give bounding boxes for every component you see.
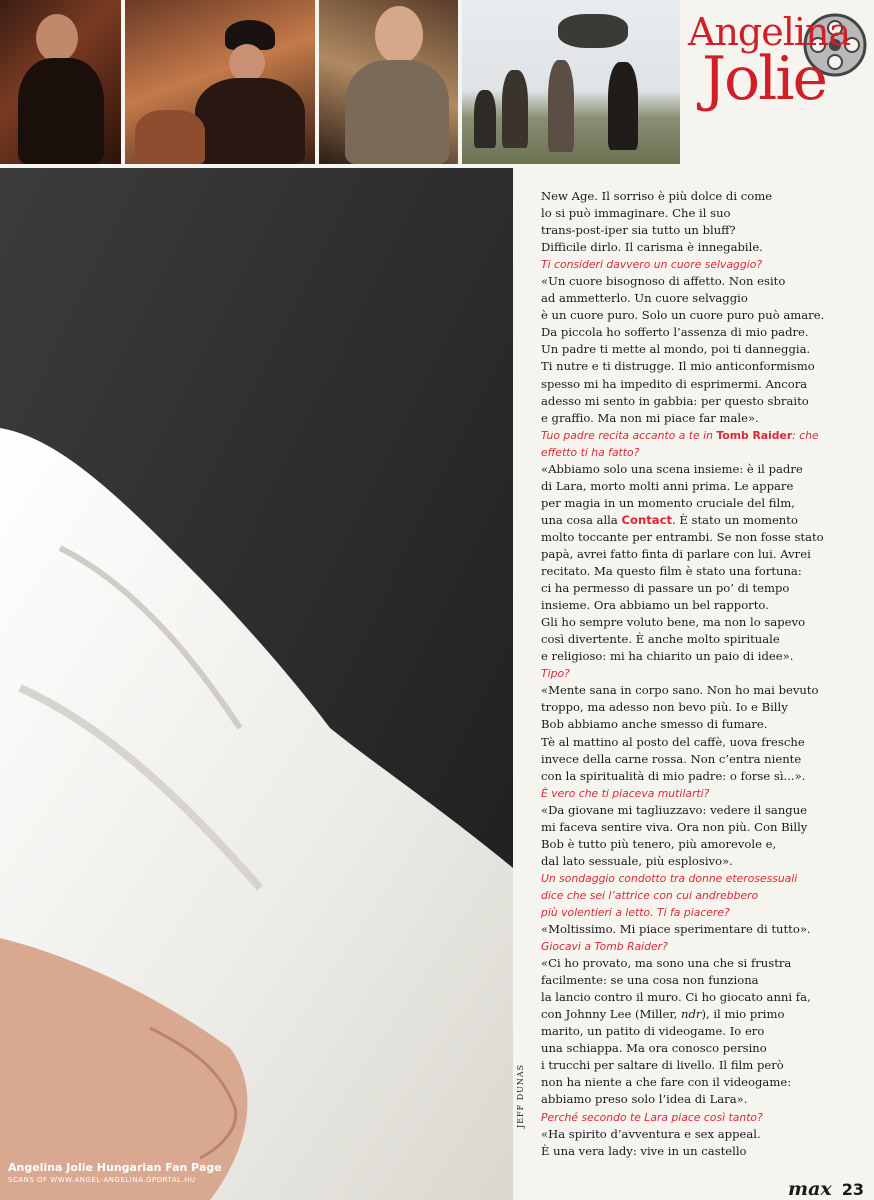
text-line: «Un cuore bisognoso di affetto. Non esito: [541, 274, 786, 289]
interview-question: dice che sei l’attrice con cui andrebbero: [541, 888, 759, 902]
interview-question: Ti consideri davvero un cuore selvaggio?: [541, 258, 763, 272]
text-line: abbiamo preso solo l’idea di Lara».: [541, 1092, 748, 1107]
text-line: insieme. Ora abbiamo un bel rapporto.: [541, 598, 769, 613]
title-last-name: Jolie: [702, 44, 827, 114]
main-photo: [0, 168, 513, 1200]
movie-still-3: [319, 0, 458, 164]
interview-question: effetto ti ha fatto?: [541, 445, 640, 459]
text-line: molto toccante per entrambi. Se non fosse stato: [541, 529, 824, 544]
interview-question: più volentieri a letto. Ti fa piacere?: [541, 905, 730, 919]
text-line: ci ha permesso di passare un po’ di tempo: [541, 581, 790, 596]
movie-still-4: [462, 0, 680, 164]
text-line: troppo, ma adesso non bevo più. Io e Billy: [541, 700, 788, 715]
text-line: «Mente sana in corpo sano. Non ho mai bevuto: [541, 683, 819, 698]
text-line: invece della carne rossa. Non c’entra niente: [541, 751, 802, 766]
article-title: [680, 0, 874, 168]
question-text: Tuo padre recita accanto a te in: [541, 428, 717, 442]
interview-question: [541, 427, 841, 444]
text-line: e religioso: mi ha chiarito un paio di idee».: [541, 649, 794, 664]
text-fragment: ), il mio primo: [701, 1007, 785, 1022]
page-number: 23: [841, 1180, 864, 1199]
interview-question: Tipo?: [541, 667, 570, 681]
question-text: : che: [792, 428, 819, 442]
text-line: la lancio contro il muro. Ci ho giocato anni fa,: [541, 990, 811, 1005]
movie-still-1: [0, 0, 121, 164]
text-line: «Abbiamo solo una scena insieme: è il padre: [541, 461, 803, 476]
text-line: Gli ho sempre voluto bene, ma non lo sapevo: [541, 615, 806, 630]
text-line: i trucchi per saltare di livello. Il film però: [541, 1058, 784, 1073]
text-line: [541, 512, 841, 529]
text-line: è un cuore puro. Solo un cuore puro può amare.: [541, 308, 825, 323]
text-line: ad ammetterlo. Un cuore selvaggio: [541, 291, 748, 306]
photo-strip: [0, 0, 874, 168]
film-title: Contact: [621, 512, 672, 527]
text-line: e graffio. Ma non mi piace far male».: [541, 410, 759, 425]
text-line: papà, avrei fatto finta di parlare con lui. Avrei: [541, 546, 811, 561]
text-line: adesso mi sento in gabbia: per questo sbraito: [541, 393, 809, 408]
page-footer: [788, 1178, 864, 1200]
article-body: [541, 188, 841, 1160]
editor-note: ndr: [681, 1007, 702, 1022]
movie-still-2: [125, 0, 315, 164]
text-line: con la spiritualità di mio padre: o forse sì...».: [541, 768, 806, 783]
watermark-title: Angelina Jolie Hungarian Fan Page: [8, 1161, 222, 1174]
text-line: Ti nutre e ti distrugge. Il mio anticonformismo: [541, 359, 815, 374]
text-line: È una vera lady: vive in un castello: [541, 1143, 747, 1158]
text-line: [541, 1006, 841, 1023]
text-line: non ha niente a che fare con il videogame:: [541, 1075, 792, 1090]
text-line: «Ha spirito d’avventura e sex appeal.: [541, 1126, 761, 1141]
title-first-name: Angelina: [688, 10, 851, 54]
photo-credit: JEFF DUNAS: [516, 1063, 525, 1128]
text-fragment: . È stato un momento: [672, 512, 798, 527]
text-line: recitato. Ma questo film è stato una fortuna:: [541, 564, 802, 579]
text-line: una schiappa. Ma ora conosco persino: [541, 1041, 767, 1056]
text-fragment: con Johnny Lee (Miller,: [541, 1007, 682, 1022]
text-line: di Lara, morto molti anni prima. Le appare: [541, 478, 794, 493]
interview-question: Giocavi a Tomb Raider?: [541, 940, 668, 954]
text-line: Un padre ti mette al mondo, poi ti danneggia.: [541, 342, 811, 357]
text-line: «Moltissimo. Mi piace sperimentare di tutto».: [541, 922, 811, 937]
text-line: Da piccola ho sofferto l’assenza di mio padre.: [541, 325, 809, 340]
text-line: trans-post-iper sia tutto un bluff?: [541, 223, 736, 238]
text-line: Difficile dirlo. Il carisma è innegabile.: [541, 240, 763, 255]
text-line: Tè al mattino al posto del caffè, uova fresche: [541, 734, 805, 749]
film-title: Tomb Raider: [716, 428, 793, 442]
text-line: «Ci ho provato, ma sono una che si frustra: [541, 956, 792, 971]
text-line: così divertente. È anche molto spirituale: [541, 632, 780, 647]
text-line: Bob è tutto più tenero, più amorevole e,: [541, 836, 777, 851]
text-line: per magia in un momento cruciale del film,: [541, 495, 795, 510]
interview-question: Perché secondo te Lara piace così tanto?: [541, 1110, 763, 1124]
interview-question: È vero che ti piaceva mutilarti?: [541, 786, 710, 800]
text-fragment: una cosa alla: [541, 512, 622, 527]
text-line: spesso mi ha impedito di esprimermi. Ancora: [541, 376, 808, 391]
text-line: «Da giovane mi tagliuzzavo: vedere il sangue: [541, 802, 808, 817]
text-line: New Age. Il sorriso è più dolce di come: [541, 189, 773, 203]
text-line: facilmente: se una cosa non funziona: [541, 973, 759, 988]
text-line: lo si può immaginare. Che il suo: [541, 206, 731, 221]
text-line: Bob abbiamo anche smesso di fumare.: [541, 717, 768, 732]
text-line: mi faceva sentire viva. Ora non più. Con Billy: [541, 819, 808, 834]
fan-page-watermark: [8, 1161, 222, 1184]
watermark-url: SCANS OF WWW.ANGEL-ANGELINA.GPORTAL.HU: [8, 1176, 196, 1184]
interview-question: Un sondaggio condotto tra donne eterosessuali: [541, 871, 798, 885]
text-line: marito, un patito di videogame. Io ero: [541, 1024, 765, 1039]
magazine-logo: max: [787, 1178, 832, 1200]
text-line: dal lato sessuale, più esplosivo».: [541, 853, 733, 868]
